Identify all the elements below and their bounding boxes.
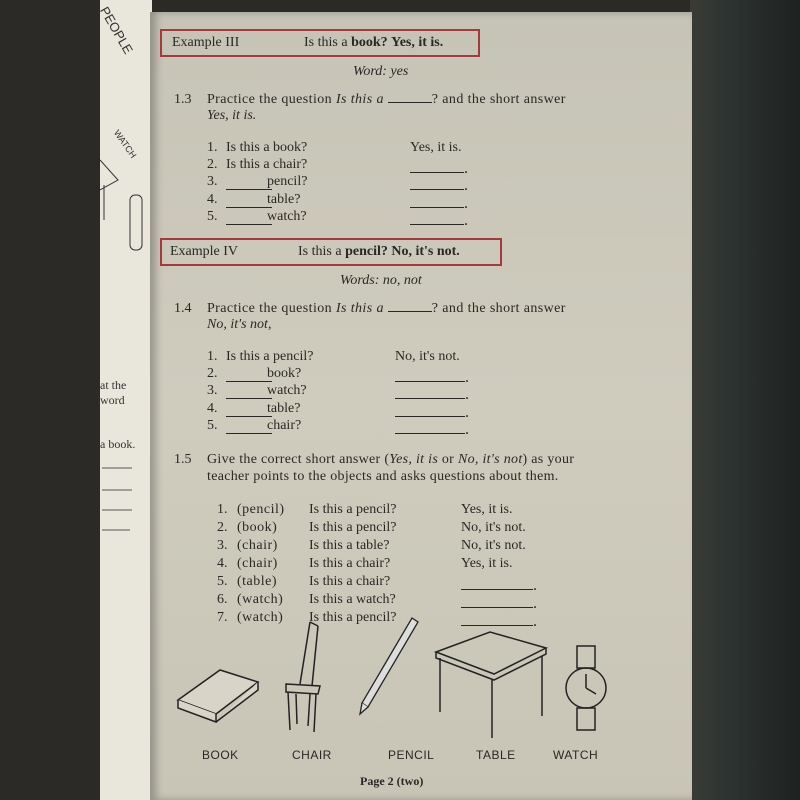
item-question: book? <box>267 366 302 382</box>
example-question: Is this a <box>298 244 346 259</box>
item-number: 4. <box>217 556 228 571</box>
item-object: (chair) <box>237 556 278 571</box>
object-illustrations <box>150 612 692 742</box>
item-question: pencil? <box>267 174 308 190</box>
answer-blank <box>226 404 272 422</box>
item-question: Is this a table? <box>309 538 390 553</box>
caption-table: TABLE <box>476 748 516 762</box>
item-question: chair? <box>267 417 302 433</box>
item-number: 6. <box>217 592 228 607</box>
answer-blank <box>226 369 272 387</box>
item-number: 2. <box>217 520 228 535</box>
item-number: 1. <box>207 140 218 155</box>
answer-blank: . <box>410 177 468 195</box>
item-answer: No, it's not. <box>461 538 526 553</box>
item-number: 7. <box>217 610 228 625</box>
item-number: 5. <box>207 417 218 433</box>
example-question-bold: pencil? <box>345 244 388 259</box>
item-question: Is this a watch? <box>309 592 396 607</box>
table-icon <box>436 632 546 738</box>
item-answer: Yes, it is. <box>410 140 462 155</box>
item-number: 3. <box>207 383 218 399</box>
answer-blank <box>226 421 272 439</box>
caption-watch: WATCH <box>553 748 599 762</box>
book-icon <box>178 670 258 722</box>
item-question: watch? <box>267 208 307 224</box>
exercise-instruction: Practice the question Is this a ? and the short answer <box>207 301 566 316</box>
answer-blank <box>226 177 272 195</box>
caption-book: BOOK <box>202 748 239 762</box>
item-question: table? <box>267 400 301 416</box>
exercise-instruction: Practice the question Is this a ? and the short answer <box>207 92 566 107</box>
exercise-instruction-line2: teacher points to the objects and asks questions about them. <box>207 469 559 484</box>
margin-drawings <box>100 0 152 800</box>
chair-icon <box>286 622 320 732</box>
item-number: 4. <box>207 191 218 207</box>
exercise-number: 1.3 <box>174 92 192 107</box>
watch-icon <box>566 646 606 730</box>
item-answer: Yes, it is. <box>461 502 513 517</box>
answer-blank: . <box>410 195 468 213</box>
example-question: Is this a <box>304 35 352 50</box>
item-question: Is this a chair? <box>309 556 391 571</box>
item-question: Is this a pencil? <box>226 349 314 364</box>
caption-pencil: PENCIL <box>388 748 435 762</box>
item-number: 5. <box>217 574 228 589</box>
book-binding <box>690 0 800 800</box>
margin-fragment: a book. <box>100 437 136 451</box>
item-question: Is this a chair? <box>309 574 391 589</box>
answer-blank: . <box>410 212 468 230</box>
answer-blank: . <box>395 369 469 387</box>
words-heading: Words: no, not <box>340 273 422 288</box>
item-question: Is this a pencil? <box>309 520 397 535</box>
item-object: (table) <box>237 574 278 589</box>
item-question: Is this a pencil? <box>309 502 397 517</box>
exercise-number: 1.5 <box>174 452 192 467</box>
page-number: Page 2 (two) <box>360 774 424 788</box>
example-label: Example IV <box>170 244 239 259</box>
answer-blank <box>226 386 272 404</box>
left-page-edge <box>97 0 152 800</box>
margin-fragment: PEOPLE <box>97 4 137 57</box>
margin-fragment: at the word <box>100 378 127 407</box>
example-3-box <box>160 29 480 57</box>
words-heading: Word: yes <box>353 64 409 79</box>
exercise-instruction: Give the correct short answer (Yes, it is or No, it's not) as your <box>207 452 575 467</box>
margin-fragment: WATCH <box>111 128 139 160</box>
item-question: Is this a chair? <box>226 157 308 173</box>
exercise-instruction-answer: No, it's not, <box>207 317 272 332</box>
answer-blank: . <box>395 404 469 422</box>
answer-blank: . <box>461 577 537 595</box>
item-number: 4. <box>207 400 218 416</box>
example-question-bold: book? <box>351 35 388 50</box>
item-object: (watch) <box>237 592 284 607</box>
exercise-instruction-answer: Yes, it is. <box>207 108 257 123</box>
item-question: Is this a pencil? <box>309 610 397 625</box>
item-number: 5. <box>207 208 218 224</box>
item-number: 3. <box>207 174 218 190</box>
example-label: Example III <box>172 35 240 50</box>
item-question: Is this a book? <box>226 140 308 155</box>
item-number: 3. <box>217 538 228 553</box>
item-object: (book) <box>237 520 278 535</box>
item-answer: No, it's not. <box>461 520 526 535</box>
item-object: (pencil) <box>237 502 285 517</box>
example-answer: Yes, it is. <box>391 35 444 50</box>
exercise-number: 1.4 <box>174 301 192 316</box>
item-question: watch? <box>267 383 307 399</box>
pencil-icon <box>360 618 418 714</box>
answer-blank <box>226 212 272 230</box>
item-answer: No, it's not. <box>395 349 460 364</box>
answer-blank: . <box>395 386 469 404</box>
textbook-page <box>150 12 692 800</box>
example-answer: No, it's not. <box>391 244 460 259</box>
answer-blank: . <box>395 421 469 439</box>
caption-chair: CHAIR <box>292 748 332 762</box>
item-number: 2. <box>207 366 218 382</box>
item-number: 1. <box>207 349 218 364</box>
answer-blank: . <box>410 160 468 178</box>
example-4-box <box>160 238 502 266</box>
answer-blank <box>226 195 272 213</box>
item-answer: Yes, it is. <box>461 556 513 571</box>
item-object: (chair) <box>237 538 278 553</box>
answer-blank: . <box>461 595 537 613</box>
item-question: table? <box>267 191 301 207</box>
item-number: 2. <box>207 157 218 173</box>
item-number: 1. <box>217 502 228 517</box>
answer-blank: . <box>461 613 537 631</box>
item-object: (watch) <box>237 610 284 625</box>
